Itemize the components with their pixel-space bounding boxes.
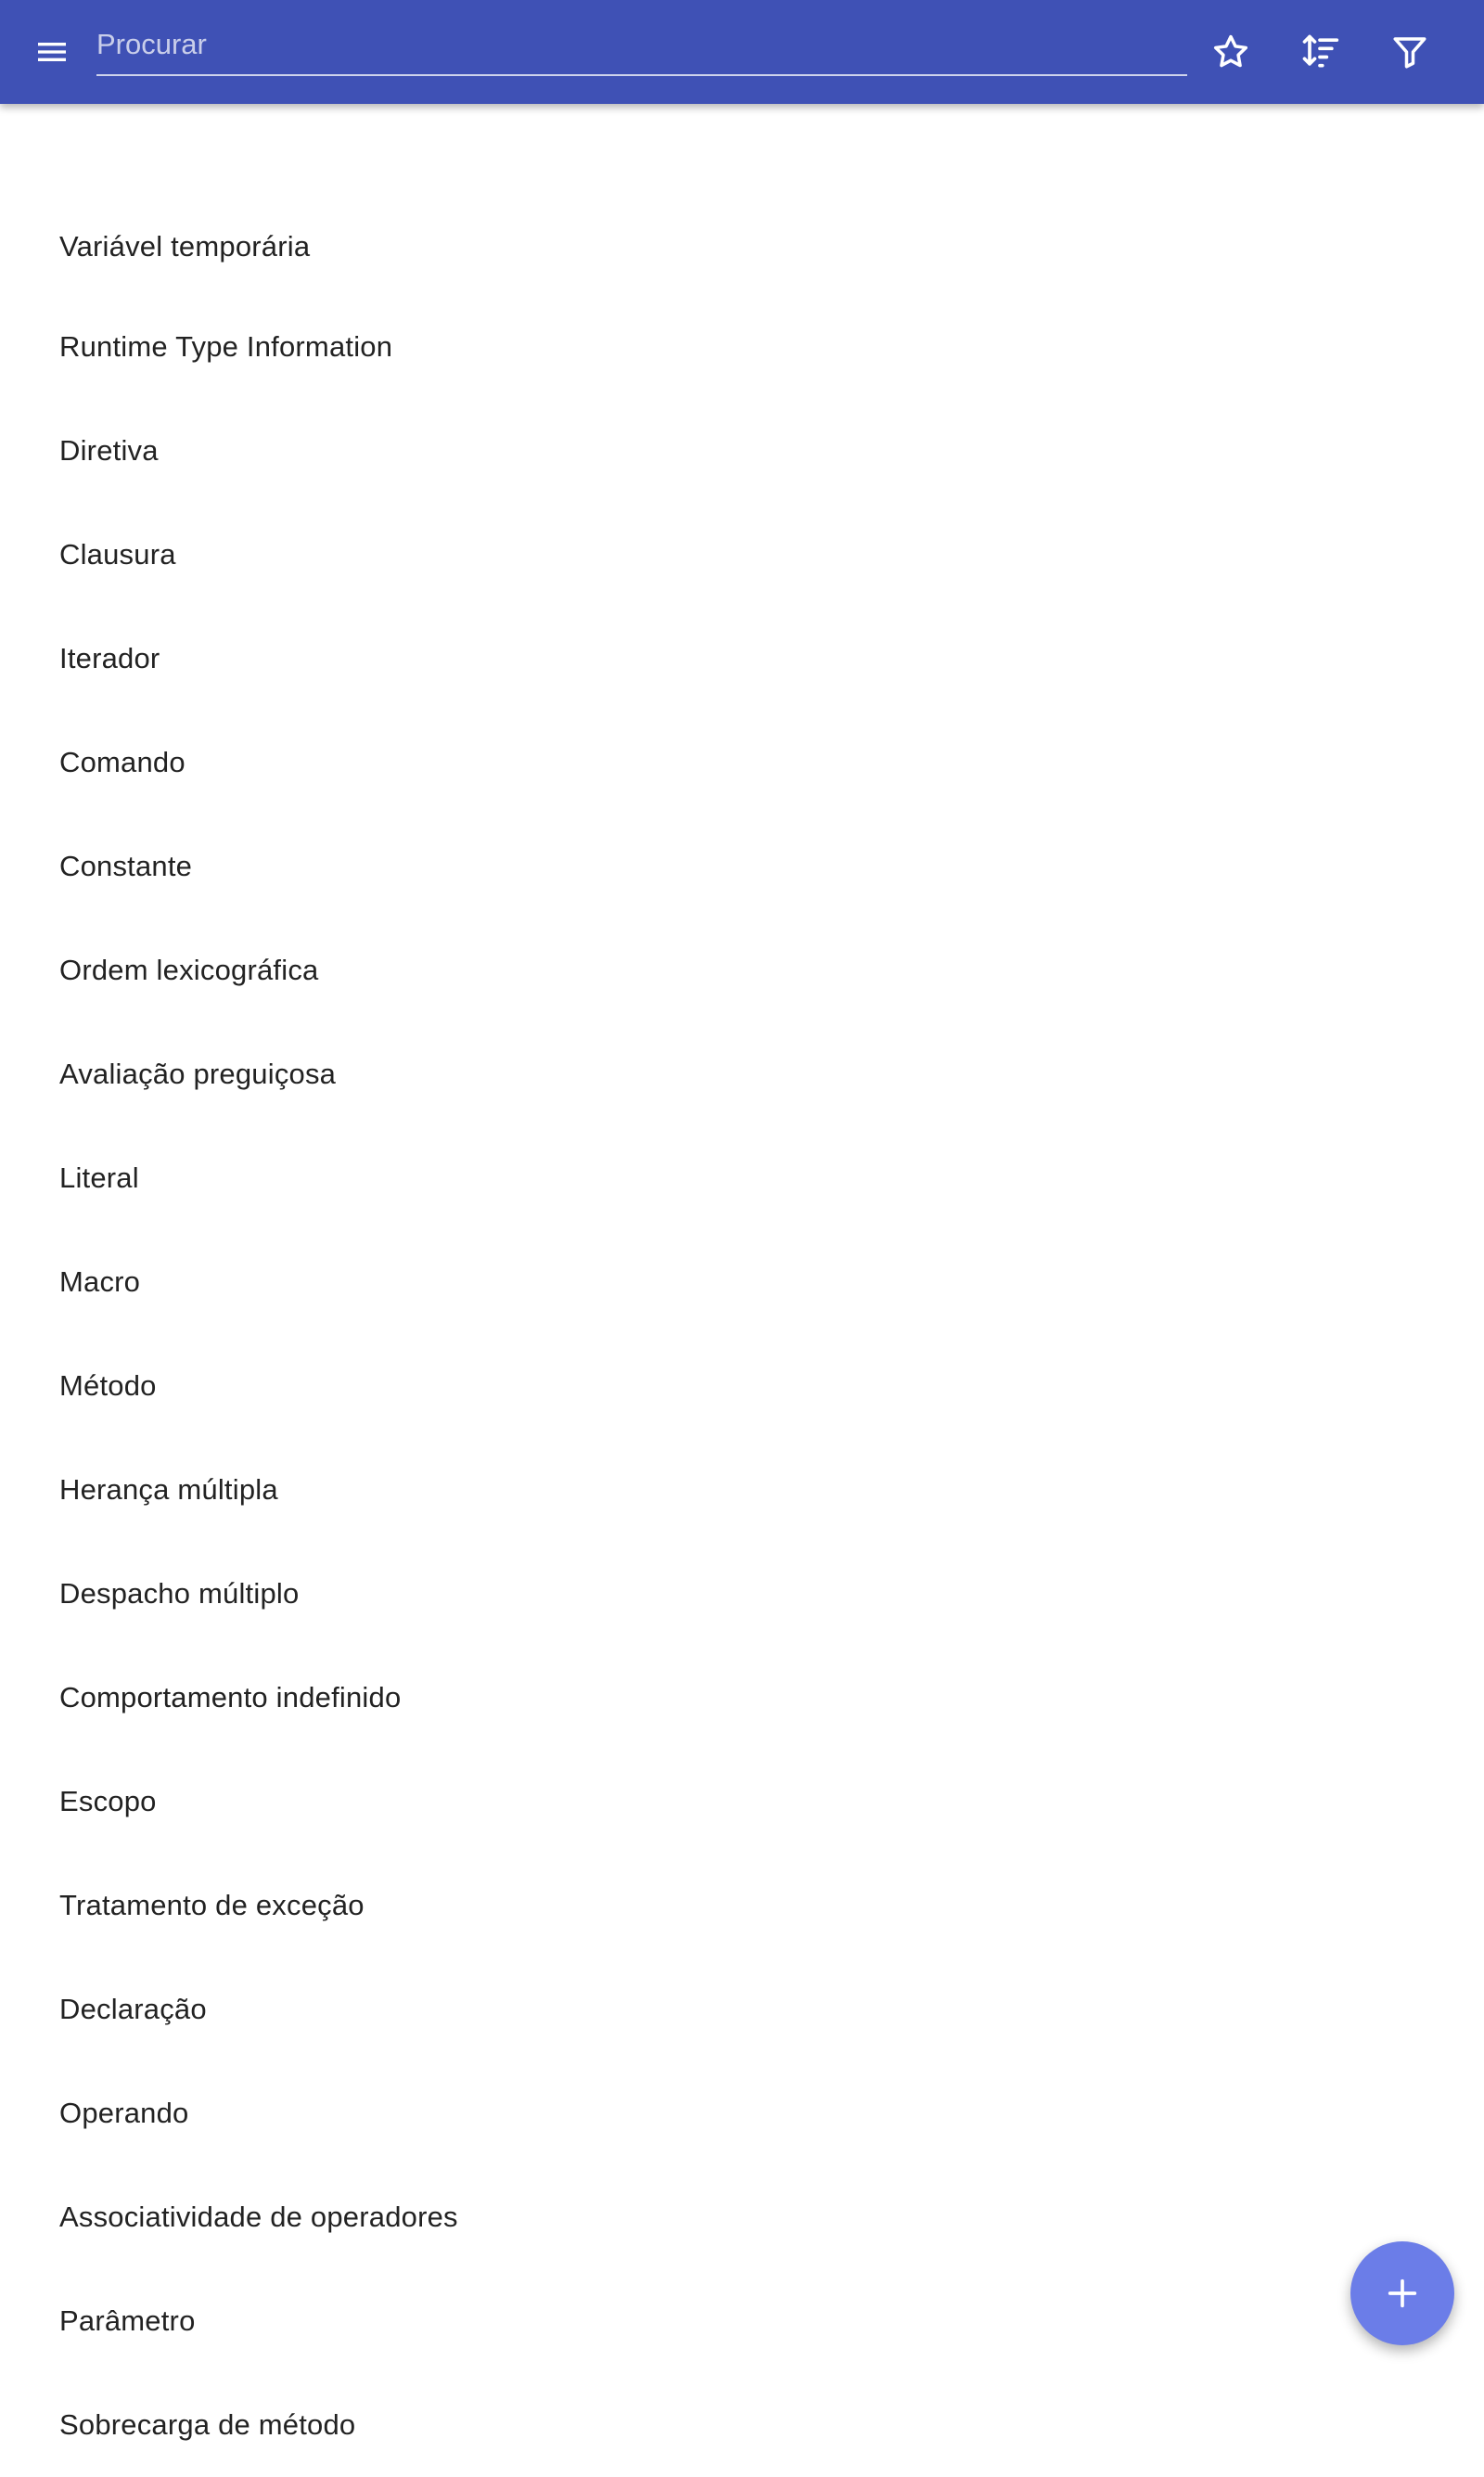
list-item[interactable]: [0, 295, 1484, 399]
list-item[interactable]: [0, 1334, 1484, 1438]
list-item[interactable]: [0, 1542, 1484, 1646]
list-item[interactable]: [0, 503, 1484, 607]
list-item[interactable]: [0, 1126, 1484, 1230]
list-item-label: Despacho múltiplo: [59, 1577, 300, 1610]
list-item[interactable]: [0, 2269, 1484, 2373]
list-item[interactable]: [0, 1646, 1484, 1750]
list-item-label: Método: [59, 1369, 157, 1402]
list-item[interactable]: [0, 1957, 1484, 2061]
list-item-label: Declaração: [59, 1993, 207, 2025]
list-item[interactable]: [0, 2373, 1484, 2477]
list-item-label: Tratamento de exceção: [59, 1889, 365, 1921]
list-item-label: Constante: [59, 850, 193, 882]
list-item-label: Iterador: [59, 642, 160, 674]
list-item[interactable]: [0, 711, 1484, 815]
list-item-label: Comportamento indefinido: [59, 1681, 402, 1713]
list-item-label: Operando: [59, 2097, 189, 2129]
list-item[interactable]: [0, 1438, 1484, 1542]
favorites-button[interactable]: [1199, 20, 1262, 83]
list-item[interactable]: [0, 1854, 1484, 1957]
filter-button[interactable]: [1378, 20, 1441, 83]
filter-icon: [1390, 32, 1429, 71]
list-item-label: Avaliação preguiçosa: [59, 1058, 337, 1090]
list-item-label: Variável temporária: [59, 230, 311, 263]
plus-icon: [1384, 2275, 1421, 2312]
list-item-label: Associatividade de operadores: [59, 2201, 458, 2233]
sort-button[interactable]: [1288, 20, 1351, 83]
list-item[interactable]: [0, 1022, 1484, 1126]
list-item-label: Macro: [59, 1265, 141, 1298]
list-item-label: Ordem lexicográfica: [59, 954, 319, 986]
add-button[interactable]: [1350, 2241, 1454, 2345]
list-item[interactable]: [0, 399, 1484, 503]
sort-icon: [1299, 32, 1340, 72]
list-item[interactable]: [0, 1230, 1484, 1334]
search-input[interactable]: [96, 17, 1187, 72]
list-item-label: Comando: [59, 746, 186, 778]
top-app-bar: [0, 0, 1484, 104]
list-item[interactable]: [0, 2061, 1484, 2165]
star-outline-icon: [1211, 32, 1250, 71]
list-item-label: Sobrecarga de método: [59, 2408, 356, 2441]
search-field: [96, 17, 1187, 76]
list-item-label: Clausura: [59, 538, 176, 571]
list-item[interactable]: [0, 104, 1484, 295]
menu-button[interactable]: [20, 20, 83, 83]
menu-icon: [33, 33, 70, 71]
list-item[interactable]: [0, 607, 1484, 711]
list-item-label: Diretiva: [59, 434, 159, 467]
list-item-label: Literal: [59, 1161, 139, 1194]
list-item[interactable]: [0, 2165, 1484, 2269]
list-item[interactable]: [0, 815, 1484, 918]
term-list: [0, 104, 1484, 2477]
list-item-label: Escopo: [59, 1785, 157, 1817]
list-item-label: Herança múltipla: [59, 1473, 278, 1506]
list-item-label: Parâmetro: [59, 2304, 196, 2337]
list-item[interactable]: [0, 918, 1484, 1022]
list-item[interactable]: [0, 1750, 1484, 1854]
list-item-label: Runtime Type Information: [59, 330, 393, 363]
